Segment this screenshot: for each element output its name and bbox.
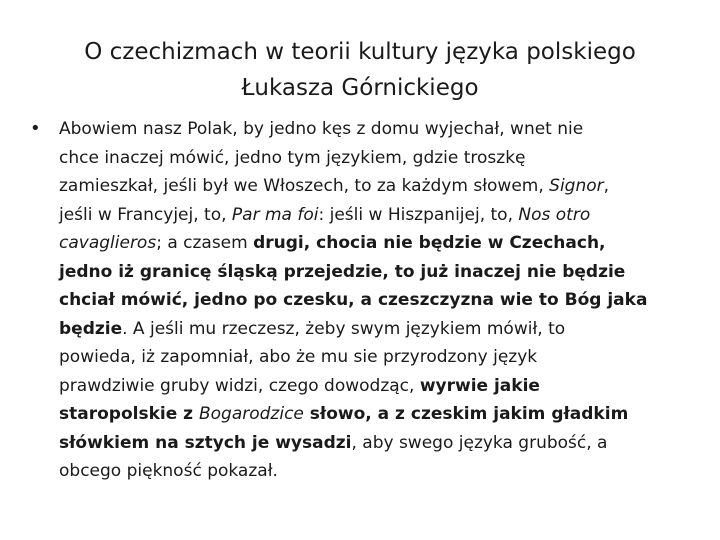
italic-text: Par ma foi — [231, 204, 319, 225]
bold-text: drugi, chocia nie będzie w Czechach, — [253, 233, 606, 253]
text-segment: : jeśli w Hiszpanijej, to, — [318, 204, 519, 225]
text-segment: powieda, iż zapomniał, abo że mu sie przyrodzony język — [59, 347, 538, 367]
paragraph-line — [59, 286, 700, 315]
paragraph-line — [59, 115, 700, 144]
text-segment: zamieszkał, jeśli był we Włoszech, to za każdym słowem, — [59, 176, 550, 196]
title-line-1: O czechizmach w teorii kultury języka polskiego — [84, 39, 636, 65]
italic-text: cavaglieros — [59, 233, 157, 253]
italic-text: Nos otro — [518, 204, 591, 225]
text-segment: , aby swego języka grubość, a — [351, 432, 608, 453]
bold-text: jedno iż granicę śląską przejedzie, to już inaczej nie będzie — [59, 261, 626, 282]
paragraph-line — [59, 258, 700, 287]
text-segment: obcego piękność pokazał. — [59, 461, 278, 481]
list-item — [30, 115, 700, 486]
paragraph-line — [59, 144, 700, 173]
text-segment: , — [603, 176, 610, 196]
text-segment: . A jeśli mu rzeczesz, żeby swym językiem mówił, to — [122, 318, 566, 339]
title-line-2: Łukasza Górnickiego — [241, 75, 479, 101]
content-list — [30, 115, 700, 486]
text-segment: prawdziwie gruby widzi, czego dowodząc, — [59, 375, 420, 396]
quote-paragraph — [59, 115, 700, 486]
bullet-icon: • — [30, 118, 41, 139]
text-segment: jeśli w Francyjej, to, — [59, 204, 232, 225]
paragraph-line — [59, 372, 700, 401]
paragraph-line — [59, 229, 700, 258]
italic-text: Signor — [549, 176, 604, 196]
italic-text: Bogarodzice — [198, 404, 304, 424]
paragraph-line — [59, 315, 700, 344]
paragraph-line — [59, 343, 700, 372]
bold-text: słowo, a z czeskim jakim gładkim — [303, 404, 629, 424]
paragraph-line — [59, 172, 700, 201]
paragraph-line — [59, 400, 700, 429]
paragraph-line — [59, 457, 700, 486]
slide-title — [30, 34, 690, 106]
text-segment: ; a czasem — [156, 233, 254, 253]
bold-text: słówkiem na sztych je wysadzi — [59, 432, 352, 453]
paragraph-line — [59, 201, 700, 230]
text-segment: Abowiem nasz Polak, by jedno kęs z domu wyjechał, wnet nie — [59, 119, 584, 139]
text-segment: chce inaczej mówić, jedno tym językiem, gdzie troszkę — [59, 147, 526, 168]
bold-text: chciał mówić, jedno po czesku, a czeszczyzna wie to Bóg jaka — [59, 290, 648, 310]
bold-text: staropolskie z — [59, 404, 199, 424]
bold-text: będzie — [59, 318, 123, 339]
bold-text: wyrwie jakie — [419, 375, 540, 396]
paragraph-line — [59, 429, 700, 458]
